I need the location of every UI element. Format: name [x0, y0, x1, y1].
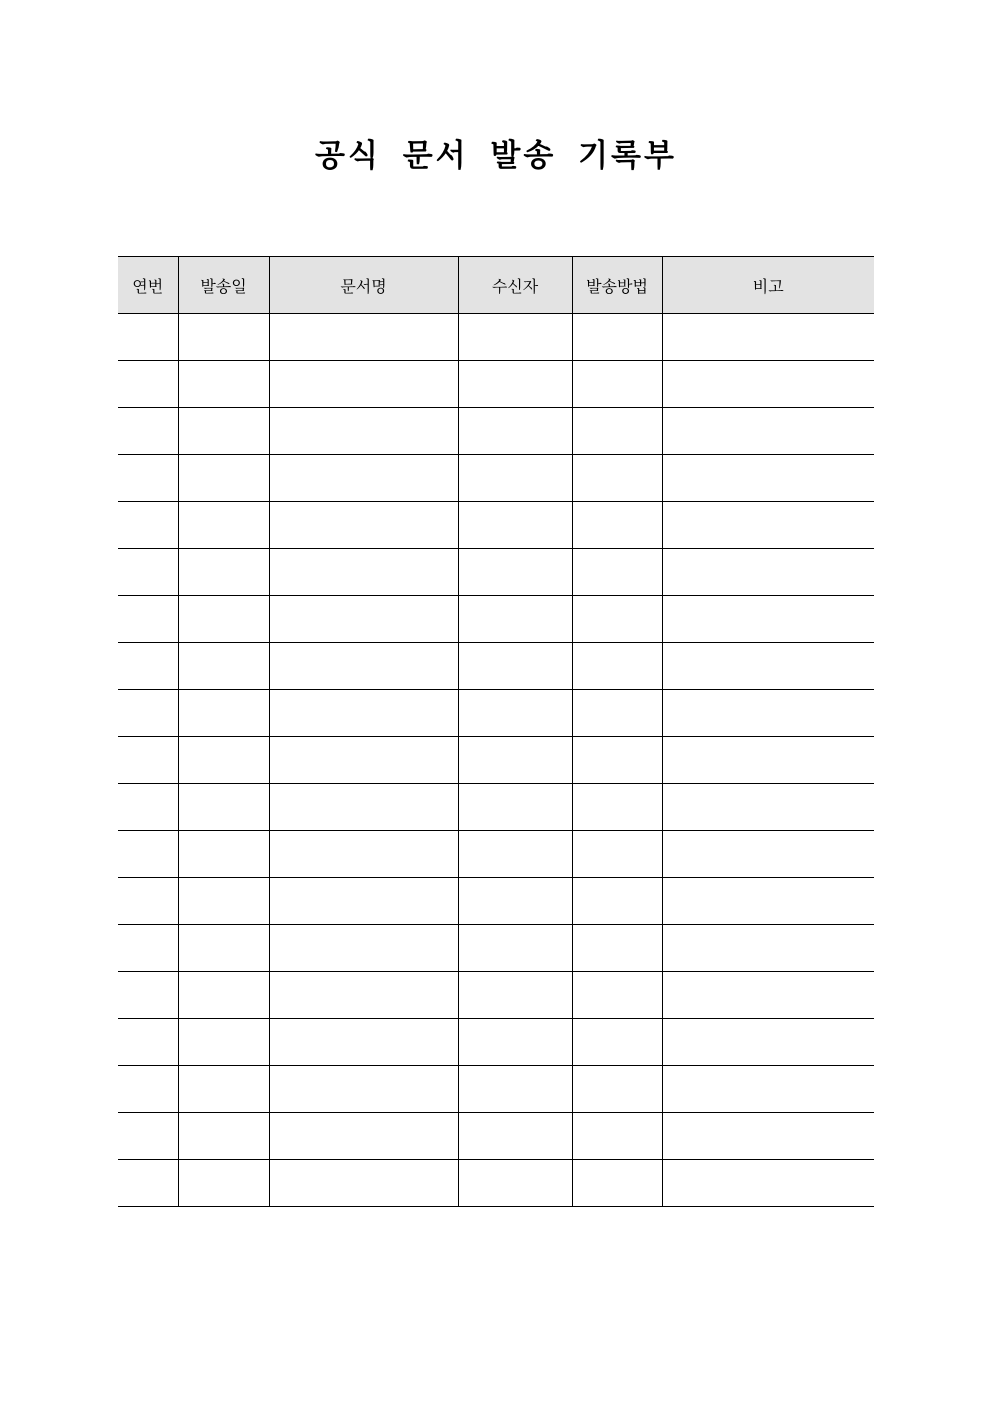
cell-dispatch-date[interactable] — [178, 455, 269, 502]
cell-document-name[interactable] — [269, 1113, 458, 1160]
table-row — [118, 455, 874, 502]
cell-recipient[interactable] — [458, 455, 572, 502]
cell-recipient[interactable] — [458, 502, 572, 549]
cell-dispatch-method[interactable] — [572, 643, 662, 690]
table-row — [118, 972, 874, 1019]
cell-dispatch-method[interactable] — [572, 1113, 662, 1160]
cell-dispatch-method[interactable] — [572, 972, 662, 1019]
cell-remarks[interactable] — [662, 408, 874, 455]
cell-dispatch-method[interactable] — [572, 455, 662, 502]
table-row — [118, 361, 874, 408]
header-dispatch-date: 발송일 — [178, 257, 269, 314]
cell-remarks[interactable] — [662, 643, 874, 690]
cell-serial-number[interactable] — [118, 878, 178, 925]
cell-remarks[interactable] — [662, 784, 874, 831]
cell-remarks[interactable] — [662, 925, 874, 972]
cell-serial-number[interactable] — [118, 502, 178, 549]
cell-recipient[interactable] — [458, 1019, 572, 1066]
cell-serial-number[interactable] — [118, 784, 178, 831]
cell-dispatch-method[interactable] — [572, 1160, 662, 1207]
cell-dispatch-date[interactable] — [178, 784, 269, 831]
cell-document-name[interactable] — [269, 1160, 458, 1207]
cell-dispatch-method[interactable] — [572, 549, 662, 596]
cell-document-name[interactable] — [269, 408, 458, 455]
cell-serial-number[interactable] — [118, 1113, 178, 1160]
cell-dispatch-date[interactable] — [178, 737, 269, 784]
cell-recipient[interactable] — [458, 737, 572, 784]
table-row — [118, 408, 874, 455]
cell-document-name[interactable] — [269, 737, 458, 784]
cell-document-name[interactable] — [269, 549, 458, 596]
cell-recipient[interactable] — [458, 878, 572, 925]
cell-serial-number[interactable] — [118, 455, 178, 502]
dispatch-log-table — [118, 256, 874, 1207]
cell-remarks[interactable] — [662, 549, 874, 596]
cell-dispatch-date[interactable] — [178, 1019, 269, 1066]
cell-document-name[interactable] — [269, 643, 458, 690]
cell-serial-number[interactable] — [118, 1019, 178, 1066]
cell-serial-number[interactable] — [118, 361, 178, 408]
cell-dispatch-date[interactable] — [178, 925, 269, 972]
cell-dispatch-method[interactable] — [572, 878, 662, 925]
cell-remarks[interactable] — [662, 502, 874, 549]
cell-dispatch-method[interactable] — [572, 1019, 662, 1066]
cell-remarks[interactable] — [662, 596, 874, 643]
cell-serial-number[interactable] — [118, 690, 178, 737]
cell-dispatch-method[interactable] — [572, 408, 662, 455]
table-row — [118, 878, 874, 925]
cell-dispatch-method[interactable] — [572, 1066, 662, 1113]
cell-dispatch-method[interactable] — [572, 690, 662, 737]
cell-serial-number[interactable] — [118, 831, 178, 878]
header-serial-number: 연번 — [118, 257, 178, 314]
cell-remarks[interactable] — [662, 972, 874, 1019]
table-row — [118, 690, 874, 737]
table-row — [118, 1160, 874, 1207]
cell-recipient[interactable] — [458, 361, 572, 408]
table-row — [118, 596, 874, 643]
cell-recipient[interactable] — [458, 831, 572, 878]
cell-serial-number[interactable] — [118, 408, 178, 455]
cell-document-name[interactable] — [269, 455, 458, 502]
cell-dispatch-method[interactable] — [572, 314, 662, 361]
header-dispatch-method: 발송방법 — [572, 257, 662, 314]
cell-serial-number[interactable] — [118, 314, 178, 361]
cell-dispatch-date[interactable] — [178, 878, 269, 925]
cell-dispatch-date[interactable] — [178, 831, 269, 878]
cell-recipient[interactable] — [458, 784, 572, 831]
cell-document-name[interactable] — [269, 784, 458, 831]
cell-remarks[interactable] — [662, 455, 874, 502]
cell-serial-number[interactable] — [118, 549, 178, 596]
cell-remarks[interactable] — [662, 1113, 874, 1160]
cell-dispatch-method[interactable] — [572, 831, 662, 878]
table-header-row — [118, 257, 874, 314]
cell-serial-number[interactable] — [118, 643, 178, 690]
cell-dispatch-date[interactable] — [178, 361, 269, 408]
cell-dispatch-date[interactable] — [178, 643, 269, 690]
table-row — [118, 502, 874, 549]
cell-document-name[interactable] — [269, 361, 458, 408]
table-row — [118, 784, 874, 831]
header-document-name: 문서명 — [269, 257, 458, 314]
header-recipient: 수신자 — [458, 257, 572, 314]
cell-dispatch-date[interactable] — [178, 1066, 269, 1113]
table-row — [118, 314, 874, 361]
cell-serial-number[interactable] — [118, 737, 178, 784]
cell-dispatch-date[interactable] — [178, 314, 269, 361]
cell-remarks[interactable] — [662, 1066, 874, 1113]
cell-recipient[interactable] — [458, 314, 572, 361]
cell-recipient[interactable] — [458, 1066, 572, 1113]
cell-serial-number[interactable] — [118, 1066, 178, 1113]
cell-recipient[interactable] — [458, 596, 572, 643]
cell-serial-number[interactable] — [118, 925, 178, 972]
table-row — [118, 549, 874, 596]
table-row — [118, 1113, 874, 1160]
cell-document-name[interactable] — [269, 925, 458, 972]
cell-recipient[interactable] — [458, 972, 572, 1019]
cell-remarks[interactable] — [662, 314, 874, 361]
table-row — [118, 643, 874, 690]
cell-dispatch-date[interactable] — [178, 596, 269, 643]
cell-document-name[interactable] — [269, 596, 458, 643]
cell-remarks[interactable] — [662, 737, 874, 784]
cell-dispatch-date[interactable] — [178, 549, 269, 596]
page-title: 공식 문서 발송 기록부 — [315, 138, 677, 174]
cell-document-name[interactable] — [269, 878, 458, 925]
cell-dispatch-date[interactable] — [178, 972, 269, 1019]
cell-serial-number[interactable] — [118, 596, 178, 643]
cell-dispatch-date[interactable] — [178, 408, 269, 455]
cell-remarks[interactable] — [662, 831, 874, 878]
cell-dispatch-method[interactable] — [572, 596, 662, 643]
table-row — [118, 737, 874, 784]
table-row — [118, 1019, 874, 1066]
cell-dispatch-method[interactable] — [572, 502, 662, 549]
cell-document-name[interactable] — [269, 831, 458, 878]
cell-document-name[interactable] — [269, 690, 458, 737]
cell-recipient[interactable] — [458, 925, 572, 972]
cell-remarks[interactable] — [662, 878, 874, 925]
cell-document-name[interactable] — [269, 1066, 458, 1113]
cell-remarks[interactable] — [662, 1160, 874, 1207]
table-row — [118, 831, 874, 878]
cell-recipient[interactable] — [458, 549, 572, 596]
cell-remarks[interactable] — [662, 690, 874, 737]
cell-dispatch-method[interactable] — [572, 737, 662, 784]
cell-dispatch-method[interactable] — [572, 784, 662, 831]
cell-document-name[interactable] — [269, 972, 458, 1019]
cell-remarks[interactable] — [662, 361, 874, 408]
cell-serial-number[interactable] — [118, 972, 178, 1019]
cell-recipient[interactable] — [458, 408, 572, 455]
cell-dispatch-method[interactable] — [572, 361, 662, 408]
cell-dispatch-date[interactable] — [178, 1160, 269, 1207]
cell-serial-number[interactable] — [118, 1160, 178, 1207]
cell-document-name[interactable] — [269, 502, 458, 549]
cell-dispatch-date[interactable] — [178, 502, 269, 549]
table-row — [118, 1066, 874, 1113]
cell-document-name[interactable] — [269, 314, 458, 361]
header-remarks: 비고 — [662, 257, 874, 314]
cell-recipient[interactable] — [458, 690, 572, 737]
cell-recipient[interactable] — [458, 643, 572, 690]
cell-dispatch-date[interactable] — [178, 1113, 269, 1160]
cell-dispatch-method[interactable] — [572, 925, 662, 972]
cell-dispatch-date[interactable] — [178, 690, 269, 737]
cell-remarks[interactable] — [662, 1019, 874, 1066]
table-row — [118, 925, 874, 972]
cell-recipient[interactable] — [458, 1113, 572, 1160]
table-body — [118, 314, 874, 1207]
cell-document-name[interactable] — [269, 1019, 458, 1066]
cell-recipient[interactable] — [458, 1160, 572, 1207]
